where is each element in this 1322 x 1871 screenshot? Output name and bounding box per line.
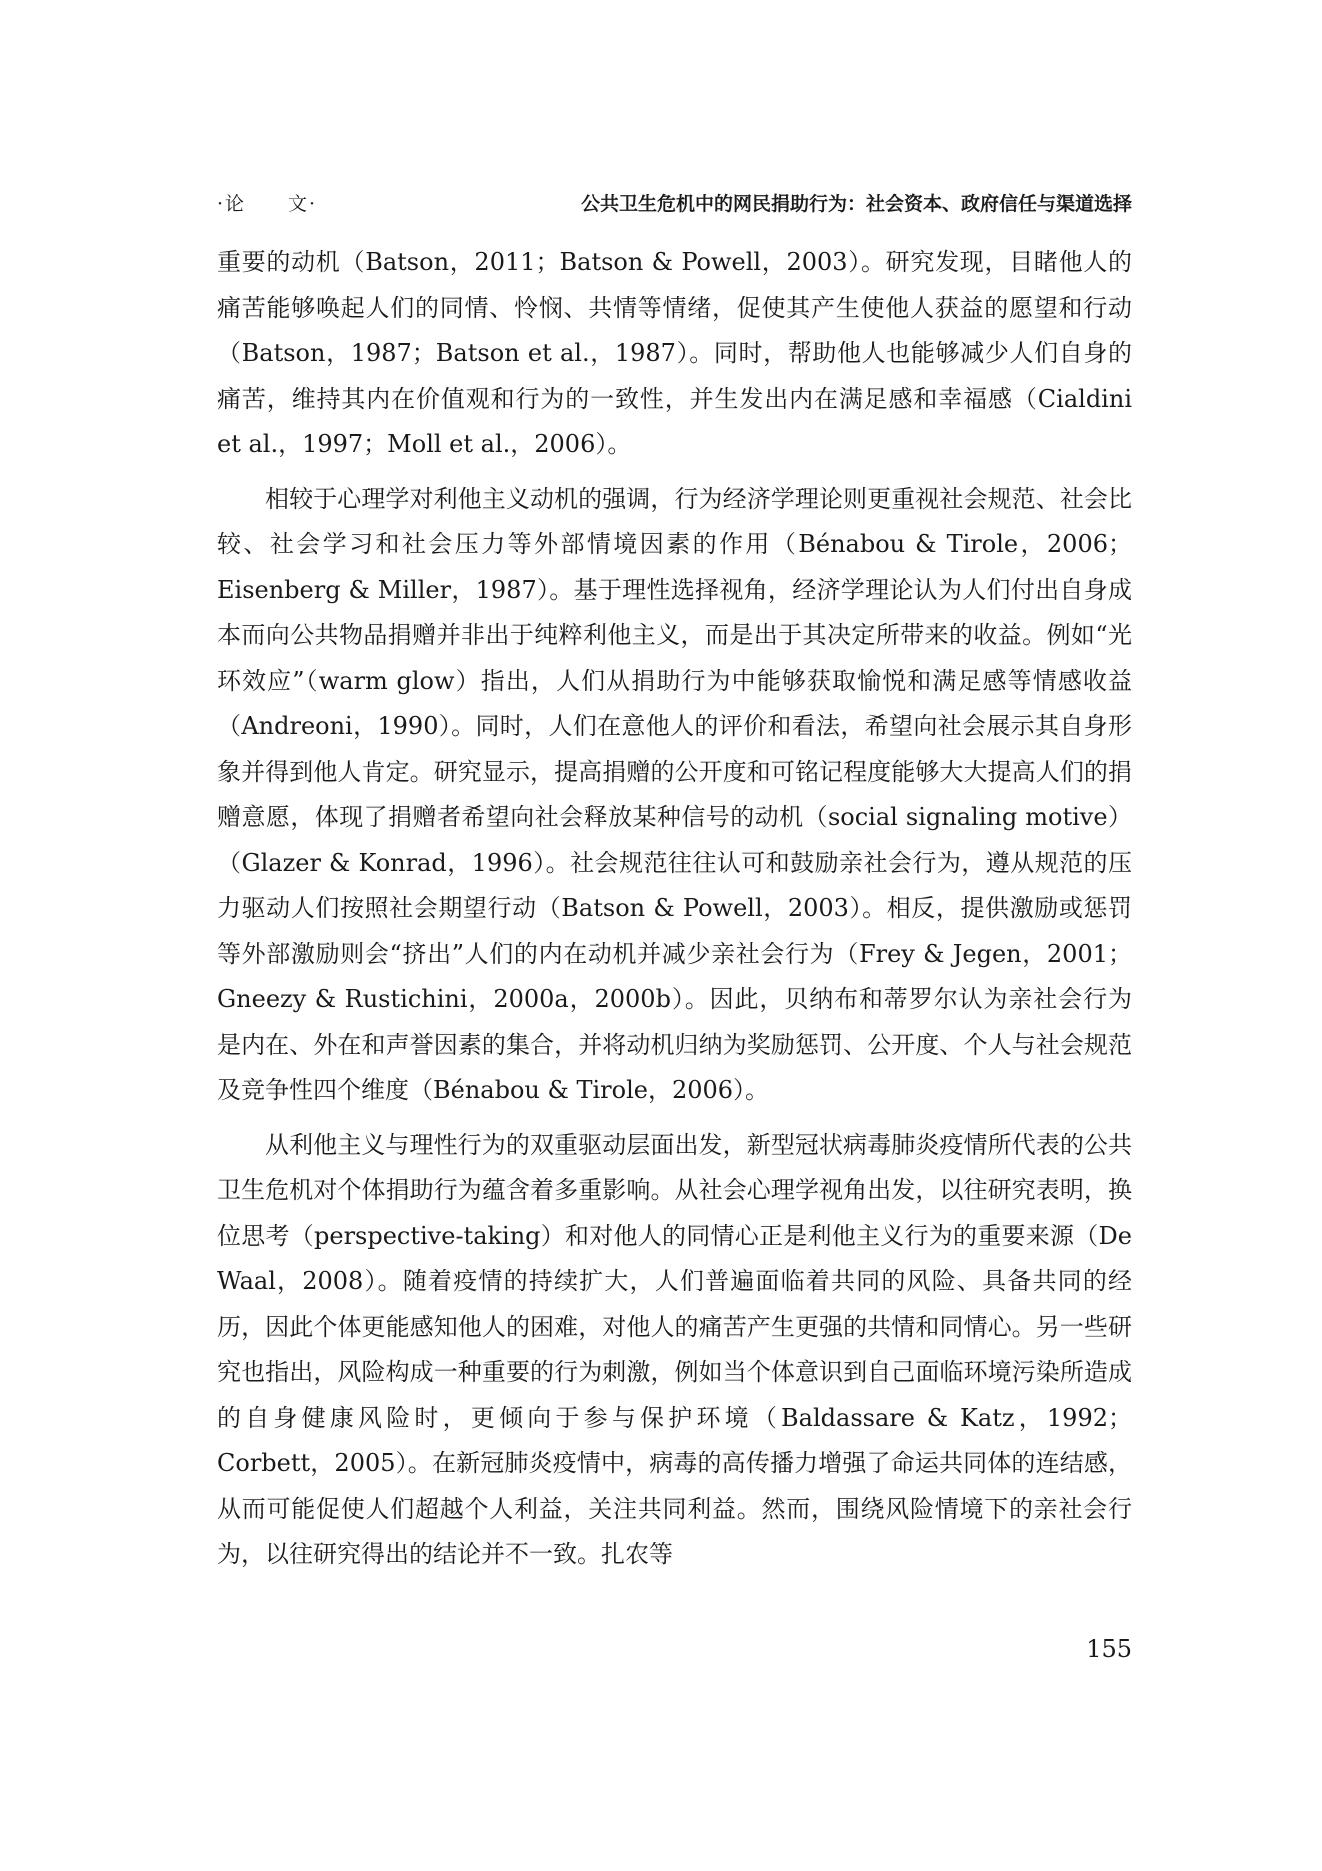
paragraph-2: 相较于心理学对利他主义动机的强调，行为经济学理论则更重视社会规范、社会比较、社会学习和社会压力等外部情境因素的作用（Bénabou & Tirole，2006；Eisenberg & Miller，1987）。基于理性选择视角，经济学理论认为人们付出自身成本而向公共物品捐赠并非出于纯粹利他主义，而是出于其决定所带来的收益。例如“光环效应”（warm glow）指出，人们从捐助行为中能够获取愉悦和满足感等情感收益（Andreoni，1990）。同时，人们在意他人的评价和看法，希望向社会展示其自身形象并得到他人肯定。研究显示，提高捐赠的公开度和可铭记程度能够大大提高人们的捐赠意愿，体现了捐赠者希望向社会释放某种信号的动机（social signaling motive）（Glazer & Konrad，1996）。社会规范往往认可和鼓励亲社会行为，遵从规范的压力驱动人们按照社会期望行动（Batson & Powell，2003）。相反，提供激励或惩罚等外部激励则会“挤出”人们的内在动机并减少亲社会行为（Frey & Jegen，2001；Gneezy & Rustichini，2000a，2000b）。因此，贝纳布和蒂罗尔认为亲社会行为是内在、外在和声誉因素的集合，并将动机归纳为奖励惩罚、公开度、个人与社会规范及竞争性四个维度（Bénabou & Tirole，2006）。 bbox=[217, 484, 1132, 1104]
section-label: ·论 文· bbox=[217, 192, 318, 215]
running-header bbox=[217, 186, 1132, 218]
paragraph-1: 重要的动机（Batson，2011；Batson & Powell，2003）。研究发现，目睹他人的痛苦能够唤起人们的同情、怜悯、共情等情绪，促使其产生使他人获益的愿望和行动（Batson，1987；Batson et al.，1987）。同时，帮助他人也能够减少人们自身的痛苦，维持其内在价值观和行为的一致性，并生发出内在满足感和幸福感（Cialdini et al.，1997；Moll et al.，2006）。 bbox=[217, 248, 1132, 458]
body-text bbox=[217, 240, 1132, 1587]
running-title: 公共卫生危机中的网民捐助行为：社会资本、政府信任与渠道选择 bbox=[580, 192, 1132, 215]
paragraph-3: 从利他主义与理性行为的双重驱动层面出发，新型冠状病毒肺炎疫情所代表的公共卫生危机对个体捐助行为蕴含着多重影响。从社会心理学视角出发，以往研究表明，换位思考（perspective-taking）和对他人的同情心正是利他主义行为的重要来源（De Waal，2008）。随着疫情的持续扩大，人们普遍面临着共同的风险、具备共同的经历，因此个体更能感知他人的困难，对他人的痛苦产生更强的共情和同情心。另一些研究也指出，风险构成一种重要的行为刺激，例如当个体意识到自己面临环境污染所造成的自身健康风险时，更倾向于参与保护环境（Baldassare & Katz，1992；Corbett，2005）。在新冠肺炎疫情中，病毒的高传播力增强了命运共同体的连结感，从而可能促使人们超越个人利益，关注共同利益。然而，围绕风险情境下的亲社会行为，以往研究得出的结论并不一致。扎农等 bbox=[217, 1130, 1132, 1568]
page-number: 155 bbox=[1086, 1635, 1132, 1663]
